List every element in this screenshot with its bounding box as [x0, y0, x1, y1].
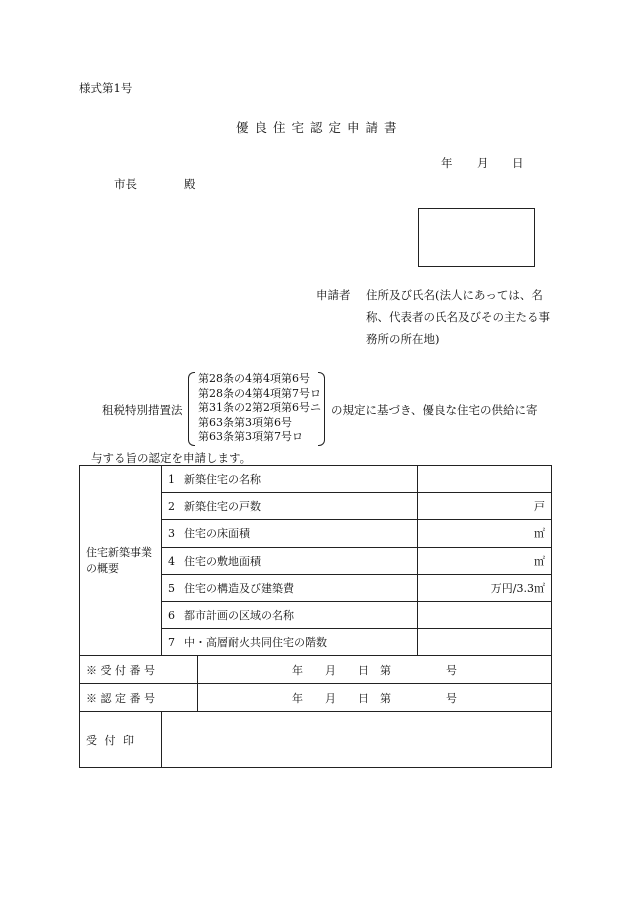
basis-closing: 与する旨の認定を申請します。 [91, 451, 252, 465]
form-number: 様式第1号 [79, 81, 133, 95]
applicant-line-2: 称、代表者の氏名及びその主たる事 [366, 310, 550, 324]
group-label: 住宅新築事業の概要 [80, 466, 162, 656]
table-row [80, 466, 552, 493]
item-label: 4 住宅の敷地面積 [162, 547, 418, 574]
seal-box [418, 208, 535, 267]
article-item: 第28条の4第4項第7号ロ [198, 386, 321, 400]
item-label: 1 新築住宅の名称 [162, 466, 418, 493]
item-value-field[interactable] [418, 601, 552, 628]
item-label: 5 住宅の構造及び建築費 [162, 574, 418, 601]
application-table [79, 465, 552, 768]
table-row [80, 684, 552, 712]
receipt-number-label: ※ 受 付 番 号 [80, 656, 198, 684]
article-list [198, 372, 321, 445]
item-value-field[interactable]: ㎡ [418, 547, 552, 574]
item-value-field[interactable] [418, 629, 552, 656]
article-item: 第31条の2第2項第6号ニ [198, 401, 321, 415]
item-value-field[interactable]: 戸 [418, 493, 552, 520]
basis-continuation: の規定に基づき、優良な住宅の供給に寄 [331, 403, 538, 417]
receipt-seal-area[interactable] [162, 712, 552, 768]
addressee-mayor: 市長 [114, 177, 137, 191]
document-title: 優良住宅認定申請書 [236, 120, 403, 135]
date-month: 月 [477, 156, 489, 170]
item-label: 3 住宅の床面積 [162, 520, 418, 547]
table-row [80, 656, 552, 684]
item-value-field[interactable] [418, 466, 552, 493]
item-value-field[interactable]: 万円/3.3㎡ [418, 574, 552, 601]
article-item: 第63条第3項第7号ロ [198, 430, 303, 444]
table-row [80, 712, 552, 768]
date-day: 日 [512, 156, 524, 170]
item-label: 6 都市計画の区域の名称 [162, 601, 418, 628]
item-value-field[interactable]: ㎡ [418, 520, 552, 547]
cert-number-field[interactable]: 年 月 日 第 号 [198, 684, 552, 712]
date-year: 年 [441, 156, 453, 170]
left-brace [188, 372, 195, 446]
applicant-label: 申請者 [316, 288, 351, 302]
article-item: 第28条の4第4項第6号 [198, 372, 310, 385]
item-label: 2 新築住宅の戸数 [162, 493, 418, 520]
receipt-number-field[interactable]: 年 月 日 第 号 [198, 656, 552, 684]
item-label: 7 中・高層耐火共同住宅の階数 [162, 629, 418, 656]
law-name: 租税特別措置法 [102, 403, 183, 417]
applicant-line-1: 住所及び氏名(法人にあっては、名 [366, 288, 543, 302]
addressee-honorific: 殿 [184, 177, 196, 191]
receipt-seal-label: 受 付 印 [80, 712, 162, 768]
right-brace [318, 372, 325, 446]
applicant-line-3: 務所の所在地) [366, 332, 440, 346]
cert-number-label: ※ 認 定 番 号 [80, 684, 198, 712]
article-item: 第63条第3項第6号 [198, 415, 292, 429]
